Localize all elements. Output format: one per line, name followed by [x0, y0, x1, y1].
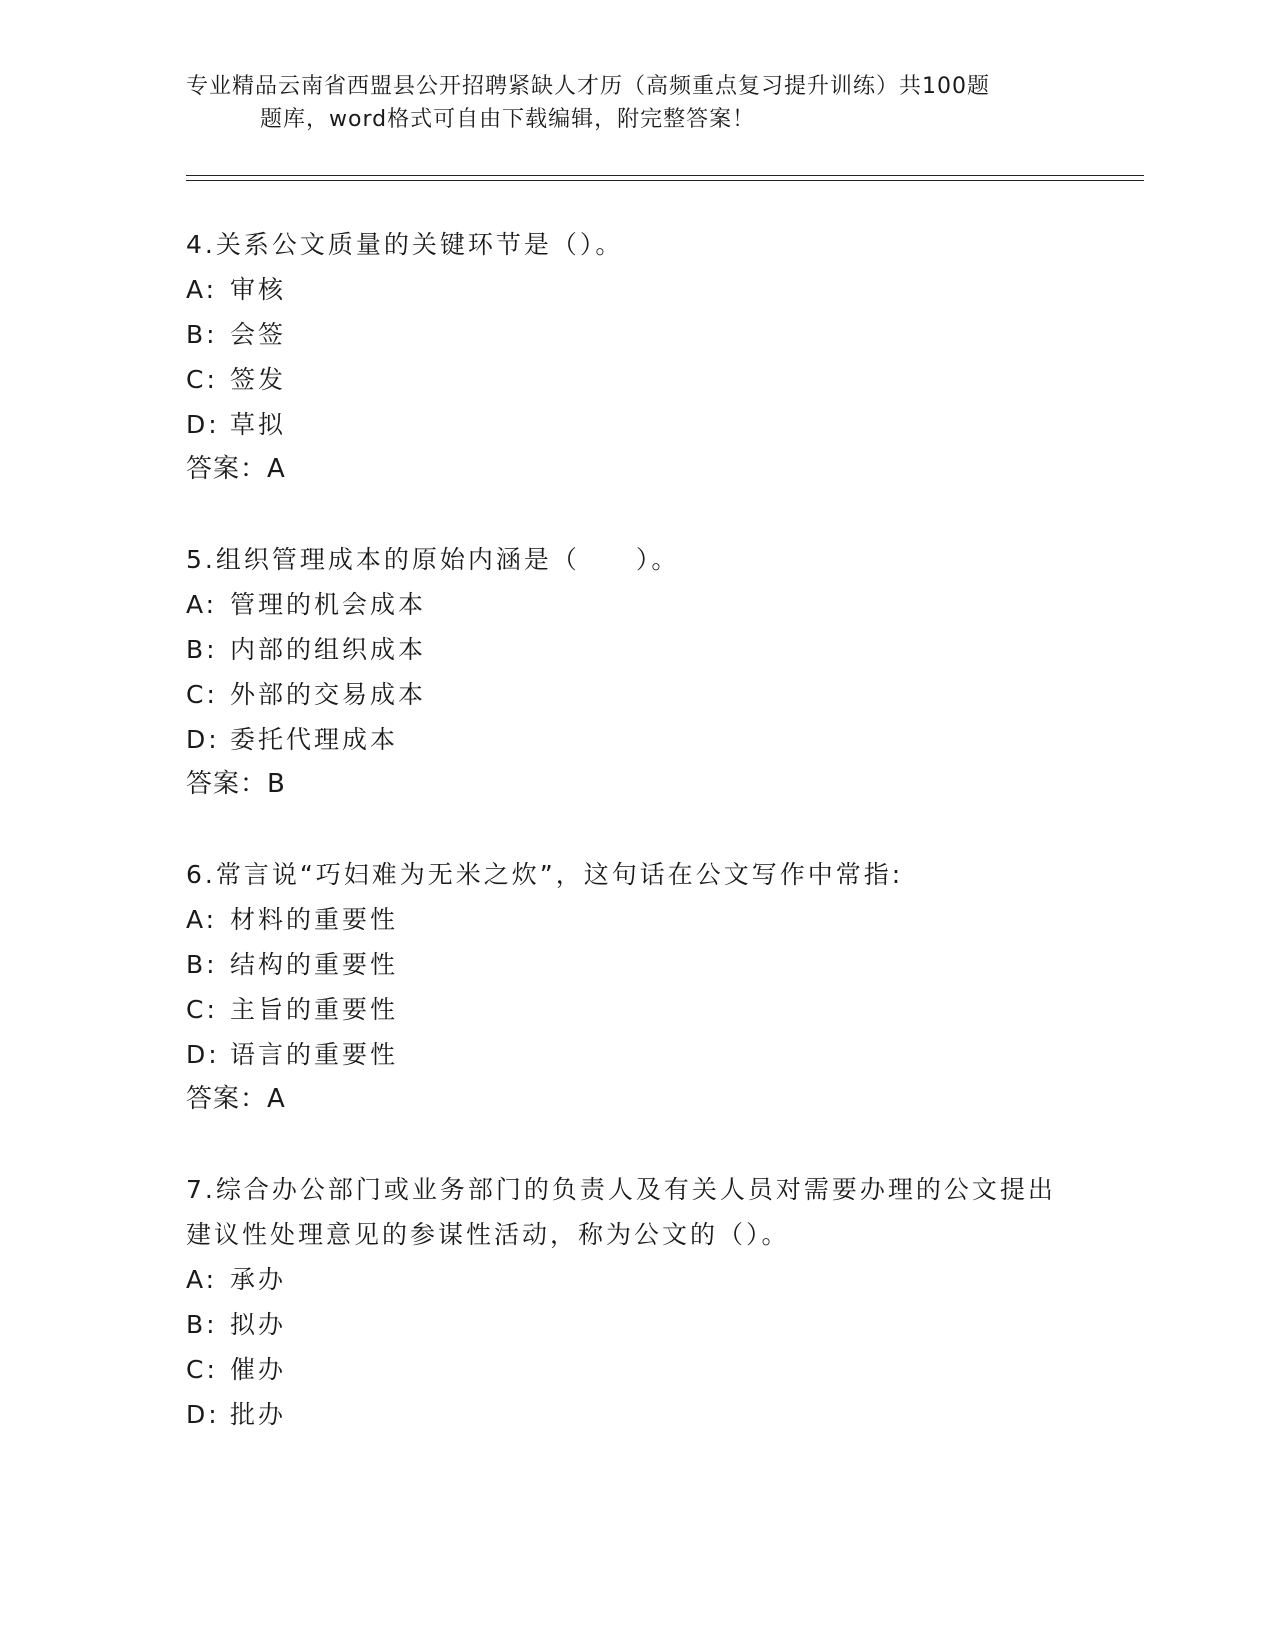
option-text: 草拟: [230, 410, 287, 439]
option-text: 批办: [230, 1400, 287, 1429]
option-b: [186, 312, 1066, 357]
header-title-line2: 题库，word格式可自由下载编辑，附完整答案！: [260, 107, 756, 132]
header-divider-bottom: [186, 180, 1144, 181]
option-letter: A:: [186, 905, 218, 934]
question-text: 7.综合办公部门或业务部门的负责人及有关人员对需要办理的公文提出建议性处理意见的参谋性活动，称为公文的（）。: [186, 1175, 1056, 1249]
option-letter: C:: [186, 1355, 218, 1384]
option-text: 催办: [230, 1355, 287, 1384]
option-c: [186, 357, 1066, 402]
page-header: [186, 70, 1066, 136]
option-text: 结构的重要性: [230, 950, 399, 979]
option-letter: B:: [186, 320, 218, 349]
option-text: 内部的组织成本: [230, 635, 427, 664]
question-7: [186, 1167, 1066, 1437]
option-letter: B:: [186, 1310, 218, 1339]
option-c: [186, 672, 1066, 717]
option-letter: C:: [186, 680, 218, 709]
question-6: [186, 852, 1066, 1122]
question-text: 6.常言说“巧妇难为无米之炊”，这句话在公文写作中常指:: [186, 860, 904, 889]
question-text: 4.关系公文质量的关键环节是（）。: [186, 230, 624, 259]
option-text: 审核: [230, 275, 287, 304]
option-b: [186, 942, 1066, 987]
option-letter: D:: [186, 725, 220, 754]
option-letter: B:: [186, 950, 218, 979]
option-d: [186, 402, 1066, 447]
option-a: [186, 267, 1066, 312]
option-letter: D:: [186, 1040, 220, 1069]
option-c: [186, 1347, 1066, 1392]
question-text: 5.组织管理成本的原始内涵是（ ）。: [186, 545, 680, 574]
option-letter: C:: [186, 995, 218, 1024]
option-text: 拟办: [230, 1310, 287, 1339]
header-title-line1: 专业精品云南省西盟县公开招聘紧缺人才历（高频重点复习提升训练）共100题: [186, 74, 990, 99]
option-a: [186, 1257, 1066, 1302]
option-text: 管理的机会成本: [230, 590, 427, 619]
option-text: 委托代理成本: [230, 725, 399, 754]
option-d: [186, 1392, 1066, 1437]
option-letter: B:: [186, 635, 218, 664]
option-text: 语言的重要性: [230, 1040, 399, 1069]
option-text: 承办: [230, 1265, 287, 1294]
option-text: 会签: [230, 320, 287, 349]
option-letter: D:: [186, 1400, 220, 1429]
option-letter: D:: [186, 410, 220, 439]
option-b: [186, 627, 1066, 672]
option-letter: A:: [186, 590, 218, 619]
option-d: [186, 1032, 1066, 1077]
question-4: [186, 222, 1066, 492]
option-d: [186, 717, 1066, 762]
option-a: [186, 582, 1066, 627]
option-letter: A:: [186, 1265, 218, 1294]
option-b: [186, 1302, 1066, 1347]
answer-label: 答案：A: [186, 454, 286, 484]
option-text: 主旨的重要性: [230, 995, 399, 1024]
option-c: [186, 987, 1066, 1032]
option-text: 材料的重要性: [230, 905, 399, 934]
option-letter: C:: [186, 365, 218, 394]
header-divider-top: [186, 175, 1144, 176]
option-text: 外部的交易成本: [230, 680, 427, 709]
question-5: [186, 537, 1066, 807]
answer-label: 答案：A: [186, 1084, 286, 1114]
option-letter: A:: [186, 275, 218, 304]
answer-label: 答案：B: [186, 769, 286, 799]
option-text: 签发: [230, 365, 287, 394]
option-a: [186, 897, 1066, 942]
